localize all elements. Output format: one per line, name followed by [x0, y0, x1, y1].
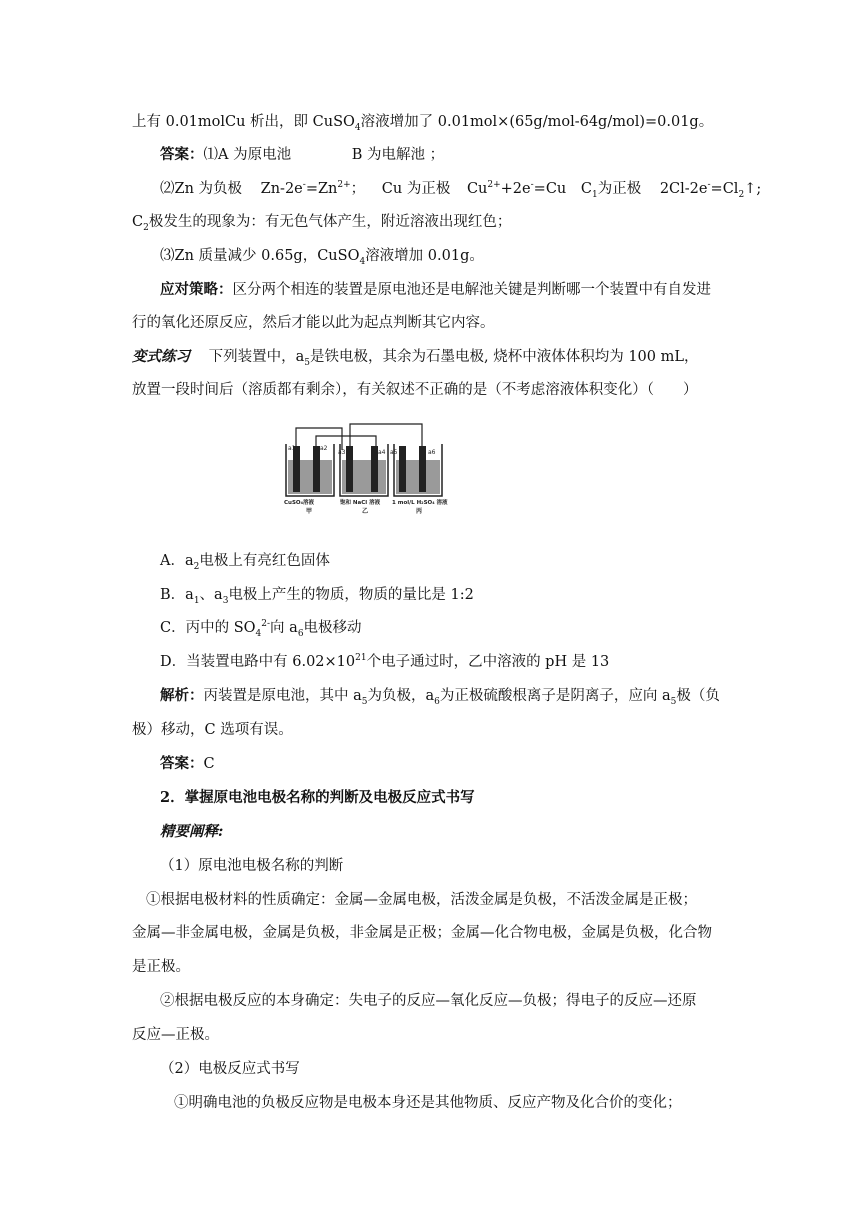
beaker-name: 丙 — [416, 508, 423, 515]
paragraph: ①明确电池的负极反应物是电极本身还是其他物质、反应产物及化合价的变化； — [174, 1095, 682, 1111]
strategy-line-1: 应对策略：区分两个相连的装置是原电池还是电解池关键是判断哪一个装置中有自发进 — [160, 281, 711, 298]
text-line: $C_2$极发生的现象为：有无色气体产生，附近溶液出现红色； — [132, 214, 512, 233]
text-line: 上有 0.01molCu 析出，即 CuSO$_4$溶液增加了 0.01mol×(65g/mol-64g/mol)=0.01g。 — [132, 114, 714, 133]
subheading: 精要阐释: — [160, 823, 224, 840]
answer-label: 答案： — [160, 755, 204, 772]
answer-label: 答案： — [160, 146, 204, 163]
paragraph: ①根据电极材料的性质确定：金属—金属电极，活泼金属是负极，不活泼金属是正极； — [146, 892, 697, 908]
option-a: A．$a_2$电极上有亮红色固体 — [160, 553, 330, 572]
answer-1: 答案：⑴A 为原电池 B 为电解池 ； — [160, 146, 445, 163]
analysis-line-1: 解析：丙装置是原电池，其中 $a_5$为负极，$a_6$为正极硫酸根离子是阴离子，应向 $a_5$极（负 — [160, 687, 720, 707]
solution-label: 饱和 NaCl 溶液 — [340, 500, 381, 506]
electrode-label: a6 — [428, 449, 436, 456]
option-d: D．当装置电路中有 $6.02\times 10^{21}$个电子通过时，乙中溶液的 pH 是 13 — [160, 653, 610, 670]
electrode-label: a5 — [390, 449, 398, 456]
electrode-label: a3 — [338, 449, 346, 456]
paragraph: （1）原电池电极名称的判断 — [160, 858, 344, 874]
answer-2: ⑵Zn 为负极 $Zn-2e^-=Zn^{2+}$； Cu 为正极 $Cu^{2+}+2e^-=Cu$ $C_1$为正极 $2Cl-2e^-=Cl_2↑$; — [160, 180, 762, 200]
electrode-label: a1 — [288, 445, 296, 452]
paragraph: 是正极。 — [132, 959, 190, 975]
exercise-line-1: 变式练习 下列装置中，$a_5$是铁电极，其余为石墨电极, 烧杯中液体体积均为 100 mL， — [132, 348, 699, 368]
electrolysis-apparatus-figure — [280, 416, 480, 516]
analysis-label: 解析： — [160, 687, 204, 704]
analysis-line-2: 极）移动，C 选项有误。 — [132, 722, 293, 738]
electrode-label: a4 — [378, 449, 386, 456]
paragraph: 反应—正极。 — [132, 1027, 219, 1043]
section-heading: 2．掌握原电池电极名称的判断及电极反应式书写 — [160, 789, 475, 806]
solution-label: CuSO₄溶液 — [284, 500, 314, 506]
exercise-label: 变式练习 — [132, 348, 190, 365]
answer-3: ⑶Zn 质量减少 0.65g，CuSO$_4$溶液增加 0.01g。 — [160, 248, 484, 267]
wire — [350, 424, 422, 450]
answer-final: 答案：C — [160, 755, 215, 772]
strategy-label: 应对策略： — [160, 281, 233, 298]
option-c: C．丙中的 $SO_4^{2-}$向 $a_6$电极移动 — [160, 619, 362, 639]
paragraph: ②根据电极反应的本身确定：失电子的反应—氧化反应—负极；得电子的反应—还原 — [160, 993, 697, 1009]
exercise-line-2: 放置一段时间后（溶质都有剩余），有关叙述不正确的是（不考虑溶液体积变化）（ ） — [132, 382, 698, 398]
paragraph: 金属—非金属电极，金属是负极，非金属是正极；金属—化合物电极，金属是负极，化合物 — [132, 925, 712, 941]
paragraph: （2）电极反应式书写 — [160, 1061, 300, 1077]
electrode-label: a2 — [320, 445, 328, 452]
beaker-name: 甲 — [306, 508, 313, 515]
solution-label: 1 mol/L H₂SO₄ 溶液 — [392, 500, 448, 506]
strategy-line-2: 行的氧化还原反应，然后才能以此为起点判断其它内容。 — [132, 315, 495, 331]
option-b: B．$a_1$、$a_3$电极上产生的物质，物质的量比是 1:2 — [160, 587, 474, 606]
beaker-name: 乙 — [362, 508, 369, 515]
